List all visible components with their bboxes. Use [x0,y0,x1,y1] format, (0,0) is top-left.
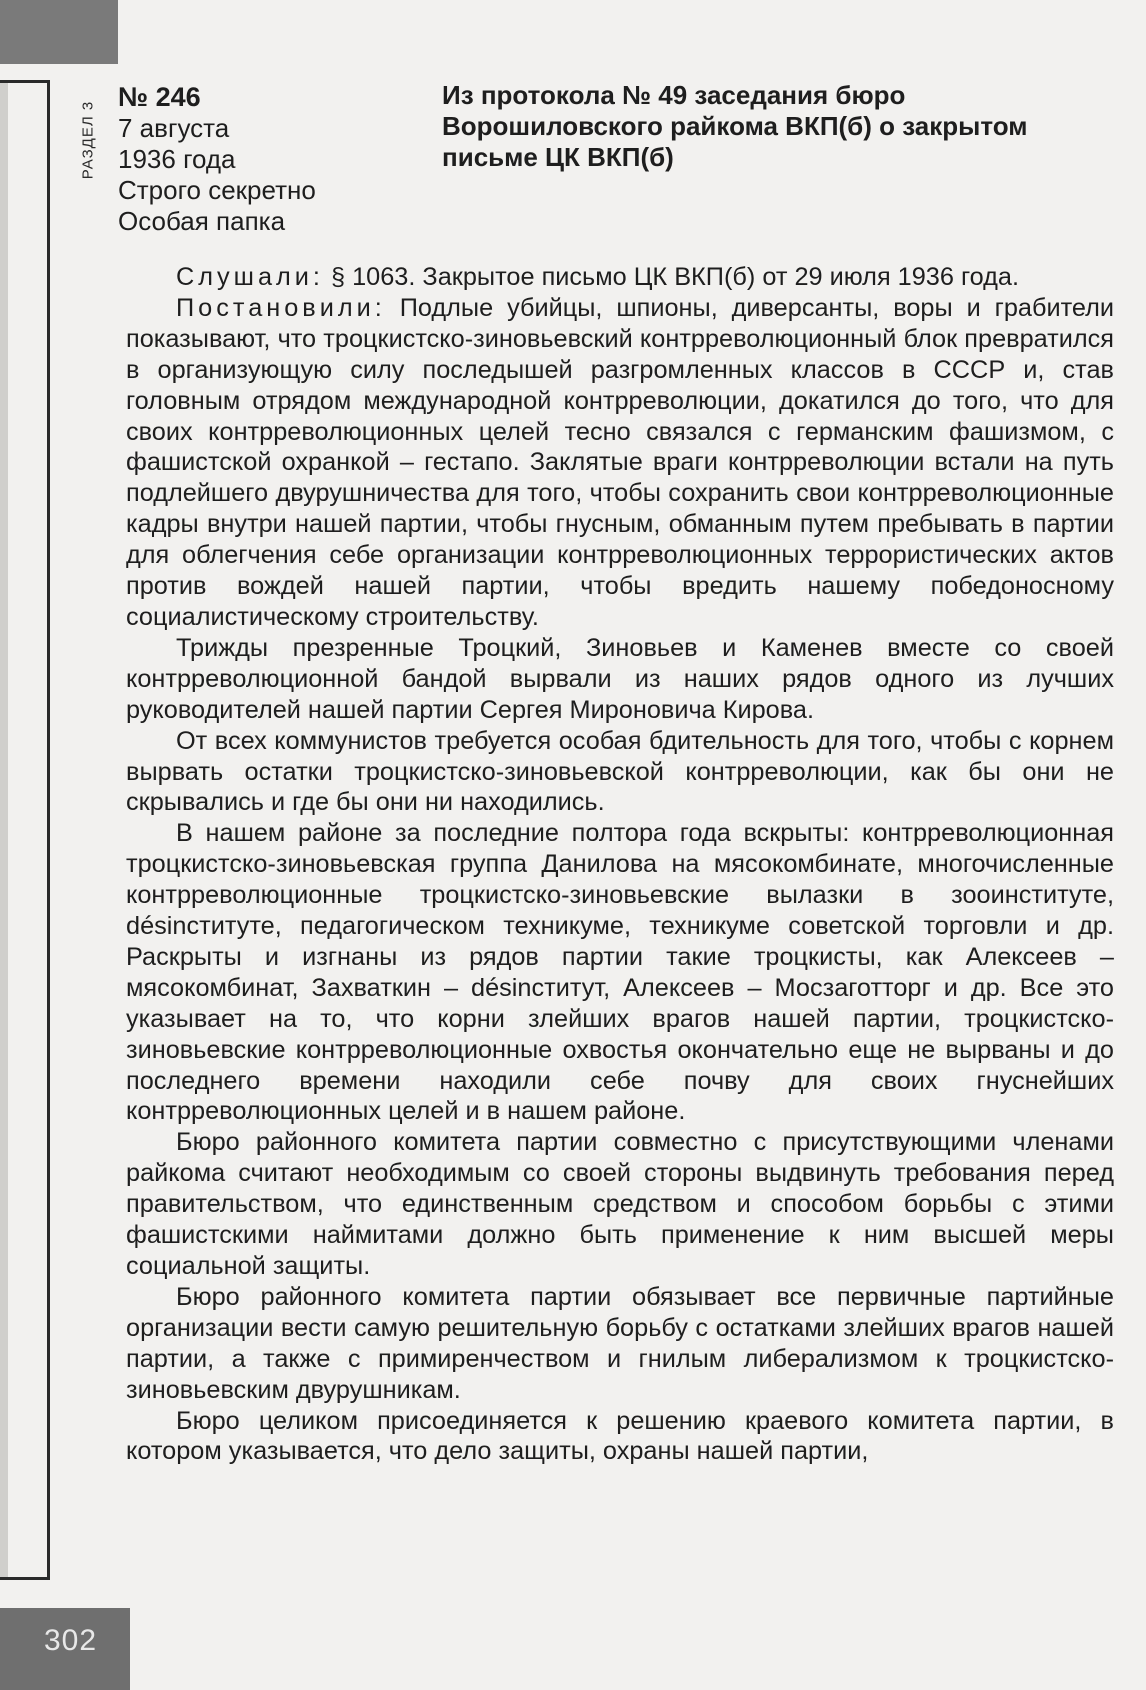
classification-secret: Строго секретно [118,175,316,205]
body-paragraph: В нашем районе за последние полтора года вскрыты: контрреволюционная троцкистско-зиновьевская группа Данилова на мясокомбинате, многочисленные контрреволюционные троцкистско-зиновьевские вылазки в зооинституте, désinституте, педагогическом техникуме, техникуме советской торговли и др. Раскрыты и изгнаны из рядов партии такие троцкисты, как Алексеев – мясокомбинат, Захваткин – désinститут, Алексеев – Мосзаготторг и др. Все это указывает на то, что корни злейших врагов нашей партии, троцкистско-зиновьевские контрреволюционные охвостья окончательно еще не вырваны и до последнего времени находили себе почву для своих гнуснейших контрреволюционных целей и в нашем районе. [126,819,1114,1126]
document-date-year: 1936 года [118,144,236,174]
body-paragraph: От всех коммунистов требуется особая бдительность для того, чтобы с корнем вырвать остатки троцкистско-зиновьевской контрреволюции, как бы они не скрывались и где бы они ни находились. [126,726,1114,817]
heard-label: Слушали: [176,263,324,291]
corner-tab [0,0,118,64]
body-paragraph: Бюро целиком присоединяется к решению краевого комитета партии, в котором указывается, что дело защиты, охраны нашей партии, [126,1406,1114,1466]
resolved-paragraph [126,293,1114,633]
heard-text: § 1063. Закрытое письмо ЦК ВКП(б) от 29 июля 1936 года. [331,263,1020,291]
document-title: Из протокола № 49 заседания бюро Ворошиловского райкома ВКП(б) о закрытом письме ЦК ВКП(б) [442,80,1028,172]
body-paragraph: Бюро районного комитета партии обязывает все первичные партийные организации вести самую решительную борьбу с остатками злейших врагов нашей партии, а также с примиренчеством и гнилым либерализмом к троцкистско-зиновьевским двурушникам. [126,1282,1114,1404]
document-number: № 246 [118,82,201,112]
document-body [126,262,1114,1467]
body-paragraph: Бюро районного комитета партии совместно с присутствующими членами райкома считают необходимым со своей стороны выдвинуть требования перед правительством, что единственным средством и способом борьбы с этими фашистскими наймитами должно быть применение к ним высшей меры социальной защиты. [126,1128,1114,1280]
section-label: РАЗДЕЛ 3 [79,100,97,180]
margin-frame [0,80,50,1580]
resolved-label: Постановили: [176,293,386,322]
document-date-day: 7 августа [118,113,230,143]
classification-folder: Особая папка [118,206,286,236]
page-number: 302 [44,1624,98,1657]
resolved-text: Подлые убийцы, шпионы, диверсанты, воры и грабители показывают, что троцкистско-зиновьевский контрреволюционный блок превратился в организующую силу последышей разгромленных классов в СССР и, став головным отрядом международной контрреволюции, докатился до того, что для своих контрреволюционных целей тесно связался с германским фашизмом, с фашистской охранкой – гестапо. Заклятые враги контрреволюции встали на путь подлейшего двурушничества для того, чтобы сохранить свои контрреволюционные кадры внутри нашей партии, чтобы гнусным, обманным путем пребывать в партии для облегчения себе организации контрреволюционных террористических актов против вождей нашей партии, чтобы вредить нашему победоносному социалистическому строительству. [126,293,1115,631]
body-paragraph: Трижды презренные Троцкий, Зиновьев и Каменев вместе со своей контрреволюционной бандой вырвали из наших рядов одного из лучших руководителей нашей партии Сергея Мироновича Кирова. [126,633,1114,724]
heard-paragraph [126,262,1114,293]
document-meta [118,82,418,237]
